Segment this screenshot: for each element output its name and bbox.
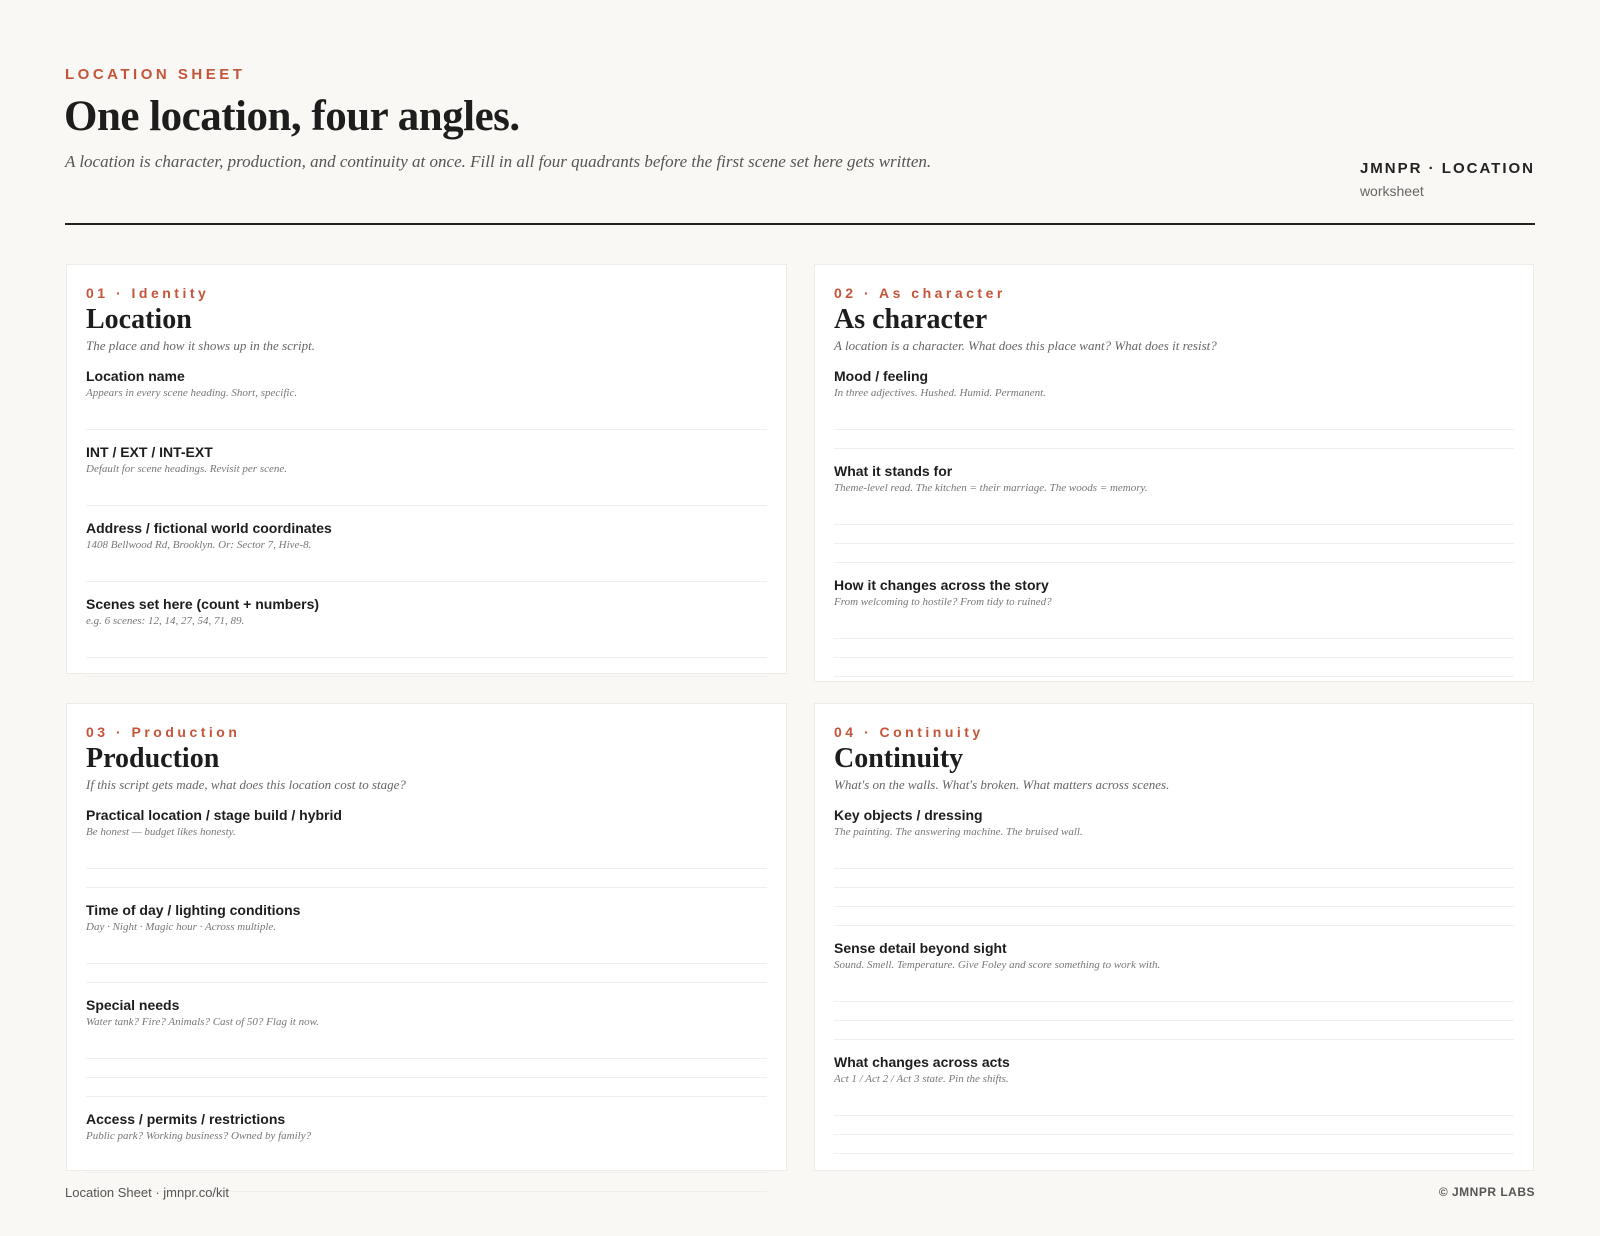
- quadrant-continuity: [814, 703, 1534, 1171]
- field-hint: e.g. 6 scenes: 12, 14, 27, 54, 71, 89.: [86, 615, 245, 627]
- writing-line[interactable]: [834, 983, 1514, 1002]
- quadrant-description: If this script gets made, what does this location cost to stage?: [86, 777, 406, 792]
- quadrant-kicker: 03 · Production: [86, 724, 241, 740]
- writing-area[interactable]: [86, 475, 767, 506]
- worksheet-field: [834, 368, 1514, 449]
- quadrant-title: Continuity: [834, 743, 964, 774]
- writing-area[interactable]: [86, 399, 767, 430]
- writing-line[interactable]: [834, 1002, 1514, 1021]
- field-hint: Day · Night · Magic hour · Across multiple.: [86, 921, 277, 933]
- field-label: Sense detail beyond sight: [834, 940, 1007, 956]
- writing-area[interactable]: [834, 971, 1514, 1040]
- writing-line[interactable]: [86, 411, 767, 430]
- quadrant-title: As character: [834, 304, 988, 335]
- field-label: Location name: [86, 368, 185, 384]
- quadrant-description: The place and how it shows up in the script.: [86, 338, 315, 353]
- writing-line[interactable]: [86, 869, 767, 888]
- footer-copyright: © JMNPR LABS: [1438, 1185, 1535, 1199]
- worksheet-field: [86, 444, 767, 506]
- field-label: INT / EXT / INT-EXT: [86, 444, 213, 460]
- field-label: Mood / feeling: [834, 368, 929, 384]
- field-hint: From welcoming to hostile? From tidy to ruined?: [834, 596, 1052, 608]
- writing-area[interactable]: [86, 551, 767, 582]
- worksheet-field: [86, 807, 767, 888]
- writing-line[interactable]: [86, 850, 767, 869]
- writing-area[interactable]: [86, 838, 767, 888]
- quadrant-description: What's on the walls. What's broken. What matters across scenes.: [834, 777, 1170, 792]
- field-hint: 1408 Bellwood Rd, Brooklyn. Or: Sector 7, Hive-8.: [86, 539, 312, 551]
- field-label: Scenes set here (count + numbers): [86, 596, 320, 612]
- field-hint: Appears in every scene heading. Short, specific.: [86, 387, 298, 399]
- worksheet-field: [834, 463, 1514, 563]
- writing-line[interactable]: [834, 1116, 1514, 1135]
- writing-line[interactable]: [86, 1059, 767, 1078]
- quadrant-kicker: 01 · Identity: [86, 285, 210, 301]
- writing-line[interactable]: [834, 620, 1514, 639]
- field-label: Address / fictional world coordinates: [86, 520, 332, 536]
- writing-line[interactable]: [86, 1040, 767, 1059]
- writing-line[interactable]: [834, 525, 1514, 544]
- writing-area[interactable]: [834, 1085, 1514, 1154]
- writing-line[interactable]: [834, 658, 1514, 677]
- writing-line[interactable]: [86, 658, 767, 677]
- writing-line[interactable]: [834, 888, 1514, 907]
- field-hint: Public park? Working business? Owned by family?: [86, 1130, 312, 1142]
- writing-line[interactable]: [86, 639, 767, 658]
- worksheet-field: [86, 997, 767, 1097]
- footer-source: Location Sheet · jmnpr.co/kit: [65, 1185, 230, 1200]
- writing-line[interactable]: [86, 1154, 767, 1173]
- worksheet-field: [86, 902, 767, 983]
- sheet-eyebrow: LOCATION SHEET: [65, 66, 246, 83]
- quadrant-title: Location: [86, 304, 192, 335]
- writing-area[interactable]: [86, 1028, 767, 1097]
- writing-line[interactable]: [834, 907, 1514, 926]
- field-hint: Default for scene headings. Revisit per scene.: [86, 463, 288, 475]
- worksheet-field: [86, 1111, 767, 1192]
- writing-line[interactable]: [834, 1021, 1514, 1040]
- writing-line[interactable]: [834, 1097, 1514, 1116]
- field-label: Special needs: [86, 997, 180, 1013]
- field-label: How it changes across the story: [834, 577, 1049, 593]
- writing-line[interactable]: [834, 430, 1514, 449]
- worksheet-field: [86, 368, 767, 430]
- quadrant-production: [66, 703, 787, 1171]
- writing-area[interactable]: [834, 608, 1514, 677]
- field-label: Key objects / dressing: [834, 807, 983, 823]
- worksheet-field: [834, 807, 1514, 926]
- field-hint: In three adjectives. Hushed. Humid. Permanent.: [834, 387, 1046, 399]
- writing-area[interactable]: [834, 494, 1514, 563]
- field-hint: Sound. Smell. Temperature. Give Foley and score something to work with.: [834, 959, 1161, 971]
- writing-line[interactable]: [834, 1135, 1514, 1154]
- field-hint: Theme-level read. The kitchen = their marriage. The woods = memory.: [834, 482, 1148, 494]
- quadrant-as-character: [814, 264, 1534, 682]
- worksheet-field: [86, 596, 767, 677]
- writing-line[interactable]: [834, 544, 1514, 563]
- brand-subtitle: worksheet: [1359, 183, 1424, 199]
- worksheet-field: [86, 520, 767, 582]
- writing-line[interactable]: [86, 945, 767, 964]
- quadrant-title: Production: [86, 743, 220, 774]
- field-label: What it stands for: [834, 463, 953, 479]
- brand-block: [1360, 160, 1535, 199]
- writing-area[interactable]: [834, 399, 1514, 449]
- field-hint: Be honest — budget likes honesty.: [86, 826, 236, 838]
- writing-area[interactable]: [834, 838, 1514, 926]
- writing-line[interactable]: [834, 869, 1514, 888]
- header-divider: [65, 223, 1535, 225]
- page-title: One location, four angles.: [64, 93, 520, 140]
- writing-line[interactable]: [834, 639, 1514, 658]
- field-label: Time of day / lighting conditions: [86, 902, 301, 918]
- writing-line[interactable]: [86, 563, 767, 582]
- quadrant-kicker: 04 · Continuity: [834, 724, 984, 740]
- field-hint: Water tank? Fire? Animals? Cast of 50? Flag it now.: [86, 1016, 319, 1028]
- worksheet-field: [834, 940, 1514, 1040]
- writing-line[interactable]: [834, 506, 1514, 525]
- writing-area[interactable]: [86, 627, 767, 677]
- writing-line[interactable]: [834, 411, 1514, 430]
- quadrant-kicker: 02 · As character: [834, 285, 1006, 301]
- worksheet-field: [834, 1054, 1514, 1154]
- page-subtitle: A location is character, production, and continuity at once. Fill in all four quadrants before the first scene set here gets written.: [65, 152, 932, 171]
- field-label: What changes across acts: [834, 1054, 1010, 1070]
- quadrant-description: A location is a character. What does this place want? What does it resist?: [834, 338, 1217, 353]
- field-hint: Act 1 / Act 2 / Act 3 state. Pin the shifts.: [834, 1073, 1009, 1085]
- field-label: Access / permits / restrictions: [86, 1111, 286, 1127]
- field-hint: The painting. The answering machine. The bruised wall.: [834, 826, 1083, 838]
- writing-line[interactable]: [86, 1078, 767, 1097]
- writing-area[interactable]: [86, 933, 767, 983]
- writing-line[interactable]: [86, 487, 767, 506]
- writing-line[interactable]: [86, 964, 767, 983]
- quadrant-identity: [66, 264, 787, 674]
- writing-line[interactable]: [834, 850, 1514, 869]
- brand-name: JMNPR · LOCATION: [1359, 160, 1535, 177]
- field-label: Practical location / stage build / hybrid: [86, 807, 342, 823]
- worksheet-field: [834, 577, 1514, 677]
